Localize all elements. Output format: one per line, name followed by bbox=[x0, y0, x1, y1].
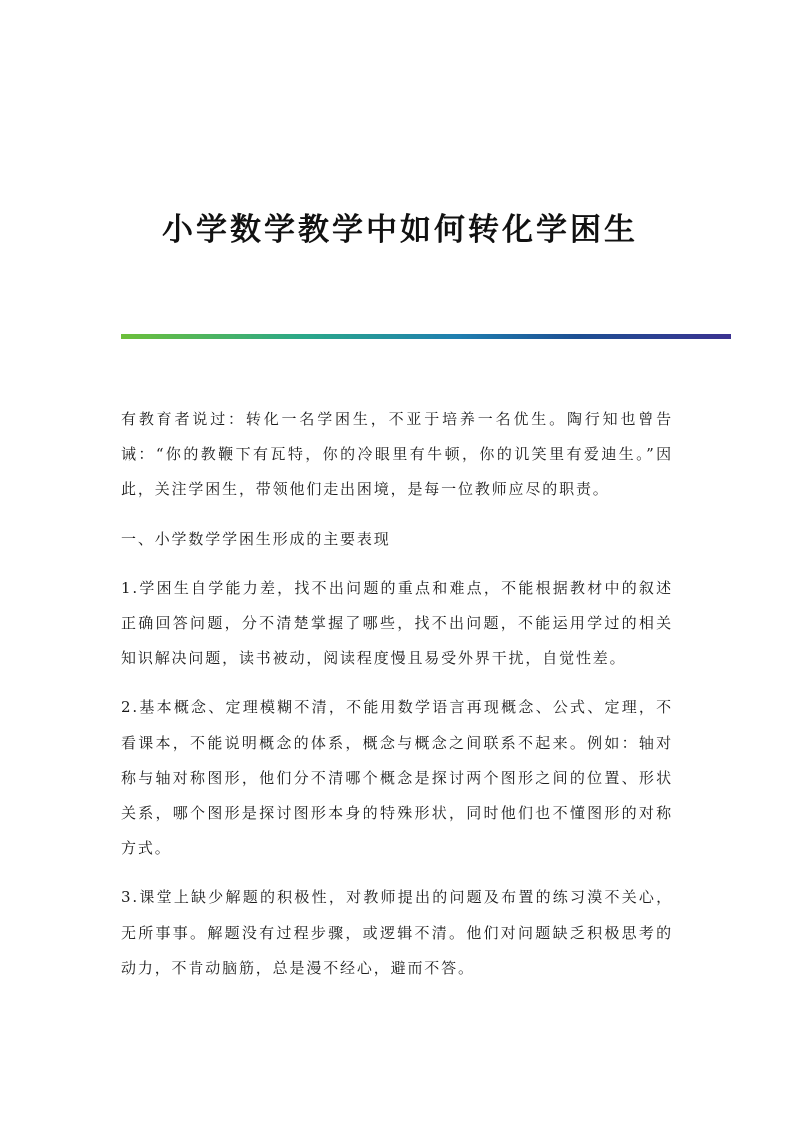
document-body bbox=[121, 402, 673, 1000]
intro-paragraph: 有教育者说过：转化一名学困生，不亚于培养一名优生。陶行知也曾告诫：“你的教鞭下有瓦特，你的冷眼里有牛顿，你的讥笑里有爱迪生。”因此，关注学困生，带领他们走出困境，是每一位教师应尽的职责。 bbox=[121, 410, 673, 499]
document-title: 小学数学教学中如何转化学困生 bbox=[162, 211, 638, 248]
title-divider bbox=[121, 334, 731, 339]
point-paragraph-1: 1.学困生自学能力差，找不出问题的重点和难点，不能根据教材中的叙述正确回答问题，分不清楚掌握了哪些，找不出问题，不能运用学过的相关知识解决问题，读书被动，阅读程度慢且易受外界干扰，自觉性差。 bbox=[121, 578, 673, 668]
point-paragraph-2: 2.基本概念、定理模糊不清，不能用数学语言再现概念、公式、定理，不看课本，不能说明概念的体系，概念与概念之间联系不起来。例如：轴对称与轴对称图形，他们分不清哪个概念是探讨两个图形之间的位置、形状关系，哪个图形是探讨图形本身的特殊形状，同时他们也不懂图形的对称方式。 bbox=[121, 698, 673, 858]
section-heading: 一、小学数学学困生形成的主要表现 bbox=[121, 529, 391, 548]
point-paragraph-3: 3.课堂上缺少解题的积极性，对教师提出的问题及布置的练习漠不关心，无所事事。解题没有过程步骤，或逻辑不清。他们对问题缺乏积极思考的动力，不肯动脑筋，总是漫不经心，避而不答。 bbox=[121, 888, 673, 977]
